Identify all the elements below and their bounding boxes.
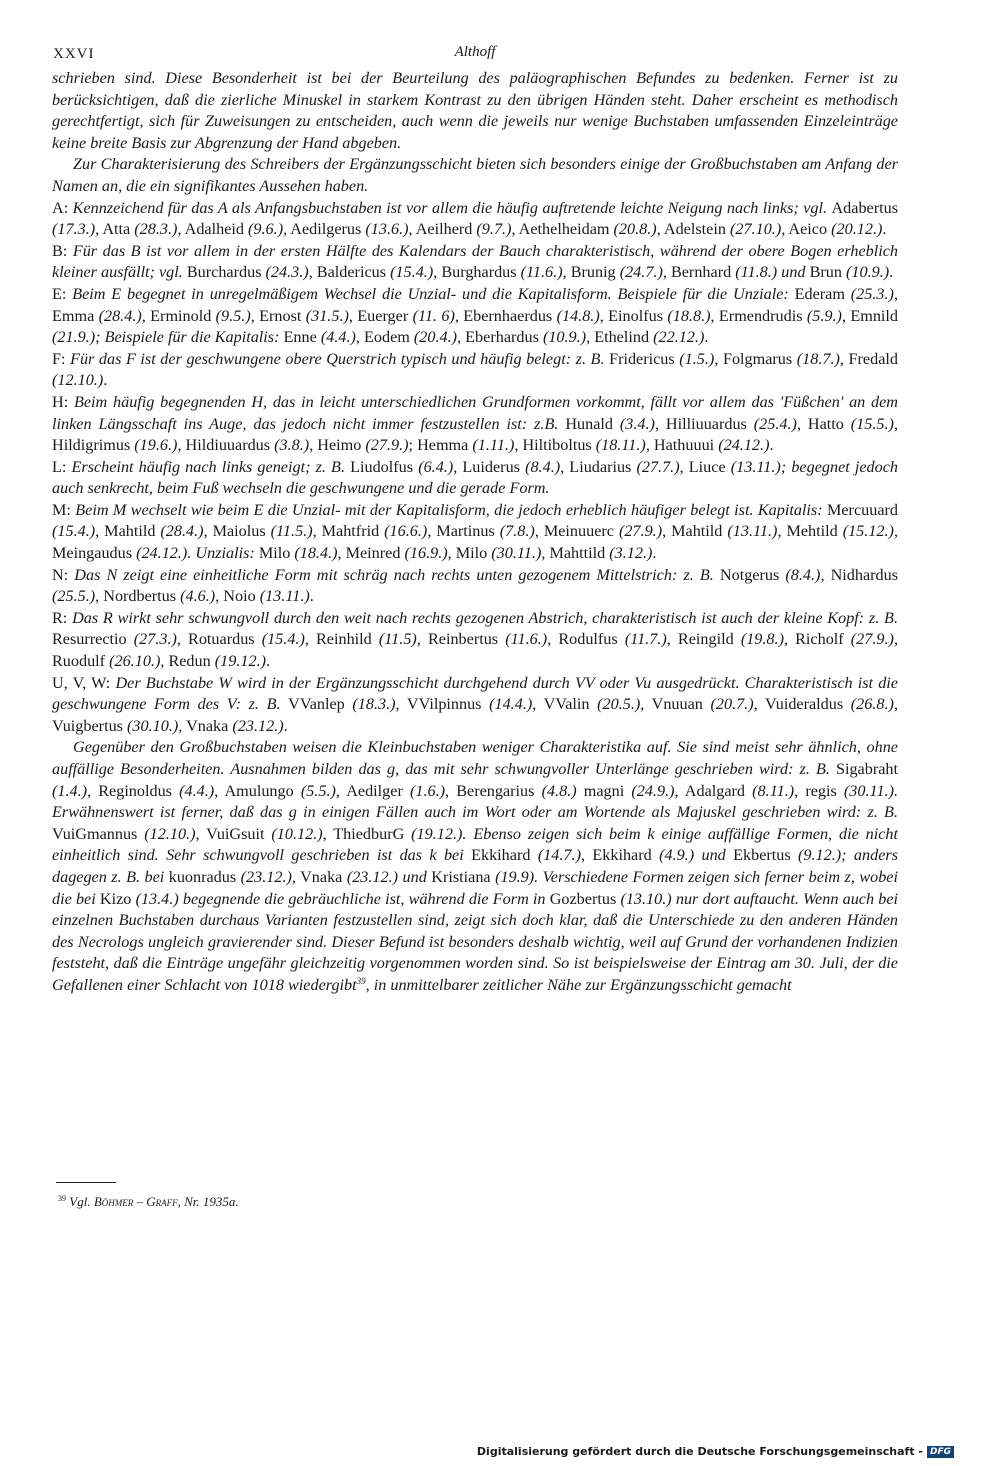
text-run: Ederam: [794, 284, 851, 303]
text-run: , Brunig: [562, 263, 620, 282]
text-run: (20.7.): [710, 695, 754, 714]
text-run: , Ekkihard: [580, 846, 660, 865]
text-run: Notgerus: [719, 565, 786, 584]
text-run: (1.11.): [472, 436, 515, 455]
text-run: magni: [583, 781, 632, 800]
text-run: Erscheint häufig nach links geneigt; z. B.: [71, 457, 351, 476]
text-run: , in unmittelbarer zeitlicher Nähe zur Ergänzungsschicht gemacht: [365, 975, 792, 994]
text-run: , Hildigrimus: [52, 414, 898, 455]
text-run: , Maiolus: [203, 522, 271, 541]
text-run: (30.11.). Erwähnenswert ist ferner, daß das g in einigen Fällen auch im Wort oder am Wortende als Majuskel geschrieben wird: z. B.: [52, 781, 899, 822]
text-run: Resurrectio: [52, 630, 134, 649]
text-run: (18.3.): [352, 695, 396, 714]
text-run: (18.7.): [796, 349, 840, 368]
text-run: , Vuideraldus: [753, 695, 851, 714]
text-run: , Meinuuerc: [534, 522, 619, 541]
text-run: (6.4.): [418, 457, 454, 476]
text-run: (19.12.). Ebenso zeigen sich beim k einige auffällige Formen, die nicht einheitlich sind. Sehr schwungvoll geschrieben ist das k bei: [52, 824, 898, 865]
text-run: , Luiderus: [453, 457, 526, 476]
text-run: (20.8.): [613, 220, 657, 239]
page-number: XXVI: [53, 46, 95, 62]
text-run: , Vnaka: [178, 716, 233, 735]
running-title-author: Althoff: [454, 44, 496, 60]
text-run: .: [103, 371, 108, 390]
text-run: (15.5.): [850, 414, 894, 433]
text-run: (10.9.): [542, 328, 587, 347]
text-run: (27.9.): [618, 522, 663, 541]
text-run: Enne: [283, 328, 321, 347]
text-run: (1.5.): [679, 349, 715, 368]
text-run: , Einolfus: [599, 306, 668, 325]
text-run: , Reingild: [666, 630, 741, 649]
text-run: E:: [52, 284, 73, 303]
text-run: VVanlep: [288, 695, 353, 714]
text-run: , Mehtild: [777, 522, 843, 541]
text-run: (27.3.): [133, 630, 177, 649]
text-run: (8.4.): [525, 457, 561, 476]
dfg-logo: DFG: [927, 1446, 954, 1458]
text-run: , Reginoldus: [87, 781, 180, 800]
text-run: .: [652, 544, 657, 563]
text-run: (3.8.): [274, 436, 310, 455]
footnote-authors: Böhmer – Graff: [93, 1194, 178, 1209]
text-run: (16.6.): [384, 522, 428, 541]
text-run: Kizo: [99, 889, 136, 908]
text-run: (23.12.): [240, 867, 292, 886]
text-run: , Ermendrudis: [710, 306, 807, 325]
text-run: (12.10.): [52, 371, 104, 390]
text-run: Beim E begegnet in unregelmäßigem Wechsel die Unzial- und die Kapitalisform. Beispiele für die Unziale:: [72, 284, 795, 303]
paragraph: [52, 392, 898, 457]
text-run: Fridericus: [609, 349, 680, 368]
text-run: , Rotuardus: [176, 630, 262, 649]
text-run: , Noio: [215, 587, 260, 606]
text-run: Kristiana: [431, 867, 496, 886]
text-run: (11.6.): [505, 630, 548, 649]
text-run: , Mahttild: [541, 544, 610, 563]
paragraph: [52, 241, 898, 284]
text-run: (18.4.): [294, 544, 338, 563]
text-run: (23.12.): [232, 716, 284, 735]
text-run: (26.10.): [109, 652, 161, 671]
text-run: (20.5.): [597, 695, 641, 714]
text-run: Ekkihard: [471, 846, 538, 865]
text-run: , Aethelheidam: [511, 220, 614, 239]
text-run: kuonradus: [168, 867, 241, 886]
text-run: (23.12.) und: [346, 867, 432, 886]
text-run: , Bernhard: [662, 263, 736, 282]
footnote-ref: 39: [356, 975, 366, 986]
text-run: schrieben sind. Diese Besonderheit ist bei der Beurteilung des paläographischen Befundes zu bedenken. Ferner ist zu berücksichtigen, daß die zierliche Minuskel in starkem Kontrast zu den übrigen Händen steht. Daher erscheint es methodisch gerechtfertigt, sich für Zuweisungen zu entscheiden, auch wenn die jeweils nur wenige Buchstaben umfassenden Einzeleinträge keine breite Basis zur Abgrenzung der Hand abgeben.: [52, 69, 898, 152]
text-run: , Meingaudus: [52, 522, 898, 563]
text-run: (19.6.): [134, 436, 178, 455]
text-run: , Hilliuuardus: [654, 414, 754, 433]
text-run: Für das B ist vor allem in der ersten Hälfte des Kalendars der Bauch charakteristisch, während der obere Bogen erheblich kleiner ausfällt; vgl.: [52, 241, 898, 282]
text-run: .: [769, 436, 774, 455]
text-run: (24.12.). Unzialis:: [136, 544, 259, 563]
text-run: (11.8.) und: [735, 263, 810, 282]
paragraph: [52, 457, 898, 500]
text-run: .: [309, 587, 314, 606]
text-run: (13.11.): [259, 587, 310, 606]
text-run: (7.8.): [499, 522, 535, 541]
text-run: , Adalgard: [674, 781, 753, 800]
text-run: , Liuce: [679, 457, 731, 476]
text-run: Zur Charakterisierung des Schreibers der Ergänzungsschicht bieten sich besonders einige der Großbuchstaben am Anfang der Namen an, die ein signifikantes Aussehen haben.: [52, 155, 898, 195]
text-run: (11.7.): [624, 630, 667, 649]
text-run: , Emma: [52, 284, 898, 325]
paragraph: [52, 68, 898, 154]
text-run: , Burghardus: [433, 263, 521, 282]
text-run: , Reinbertus: [416, 630, 506, 649]
text-run: (30.11.): [491, 544, 542, 563]
text-run: , Mahtfrid: [312, 522, 385, 541]
text-run: (9.6.): [248, 220, 284, 239]
text-run: .: [283, 716, 288, 735]
text-run: , Richolf: [783, 630, 851, 649]
text-run: , Milo: [447, 544, 492, 563]
text-run: (4.4.): [179, 781, 215, 800]
text-run: (19.9). Verschiedene Formen zeigen sich ferner beim z, wobei die bei: [52, 867, 898, 908]
text-run: (22.12.): [653, 328, 705, 347]
text-run: Für das F ist der geschwungene obere Querstrich typisch und häufig belegt: z. B.: [70, 349, 610, 368]
text-run: Gegenüber den Großbuchstaben weisen die Kleinbuchstaben weniger Charakteristika auf. Sie sind meist sehr ähnlich, ohne auffällige Besonderheiten. Ausnahmen bilden das g, das mit sehr schwungvoller Unterlänge geschrieben wird: z. B.: [52, 738, 898, 778]
text-run: B:: [52, 241, 73, 260]
text-run: , VuiGsuit: [195, 824, 272, 843]
text-run: Beim M wechselt wie beim E die Unzial- mit der Kapitalisform, die jedoch erheblich häufiger belegt ist. Kapitalis:: [75, 500, 827, 519]
text-run: (18.11.): [595, 436, 646, 455]
text-run: (1.6.): [409, 781, 446, 800]
text-run: (11.5.): [270, 522, 313, 541]
text-run: , Aedilger: [335, 781, 410, 800]
running-header: [52, 44, 898, 68]
body-text: [52, 68, 898, 997]
text-run: Adabertus: [831, 198, 899, 217]
paragraph: [52, 673, 898, 738]
text-run: Kennzeichend für das A als Anfangsbuchstaben ist vor allem die häufig auftretende leichte Neigung nach links; vgl.: [72, 198, 832, 217]
text-run: (25.4.): [753, 414, 797, 433]
footnote-text-after: , Nr. 1935a.: [177, 1194, 239, 1209]
text-run: , Berengarius: [445, 781, 542, 800]
paragraph: [52, 154, 898, 197]
text-run: (1.4.): [52, 781, 88, 800]
text-run: (24.7.): [619, 263, 663, 282]
text-run: N:: [52, 565, 75, 584]
text-run: Das R wirkt sehr schwungvoll durch den weit nach rechts gezogenen Abstrich, charakteristisch ist auch der kleine Kopf: z. B.: [72, 608, 898, 627]
text-run: , Euerger: [348, 306, 413, 325]
text-run: (9.7.): [476, 220, 512, 239]
text-run: (13.4.) begegnende die gebräuchliche ist, während die Form in: [135, 889, 550, 908]
text-run: , Amulungo: [214, 781, 301, 800]
footnote-text-before: Vgl.: [69, 1194, 94, 1209]
text-run: , Folgmarus: [714, 349, 797, 368]
text-run: M:: [52, 500, 76, 519]
text-run: Ekbertus: [733, 846, 799, 865]
text-run: Der Buchstabe W wird in der Ergänzungsschicht durchgehend durch VV oder Vu ausgedrückt. Charakteristisch ist die geschwungene Form des V: z. B.: [52, 673, 898, 714]
text-run: , Reinhild: [304, 630, 379, 649]
text-run: , Hildiuuardus: [177, 436, 275, 455]
text-run: (15.4.): [390, 263, 434, 282]
text-run: , Emnild: [841, 306, 899, 325]
text-run: , Vnaka: [291, 867, 347, 886]
text-run: (10.9.): [846, 263, 890, 282]
text-run: , Heimo: [309, 436, 366, 455]
footnote: [58, 1194, 239, 1210]
text-run: (12.10.): [144, 824, 196, 843]
text-run: VuiGmannus: [52, 824, 145, 843]
text-run: (26.8.): [850, 695, 894, 714]
paragraph: [52, 565, 898, 608]
text-run: (9.12.); anders dagegen z. B. bei: [52, 846, 898, 886]
text-run: , ThiedburG: [322, 824, 412, 843]
footnote-rule: [56, 1182, 116, 1183]
text-run: R:: [52, 608, 73, 627]
text-run: (25.5.): [52, 587, 96, 606]
text-run: , VValin: [532, 695, 598, 714]
text-run: Mercuuard: [826, 500, 898, 519]
text-run: F:: [52, 349, 71, 368]
text-run: (15.4.): [261, 630, 305, 649]
text-run: Burchardus: [186, 263, 266, 282]
text-run: , Nordbertus: [95, 587, 181, 606]
text-run: (8.11.): [752, 781, 795, 800]
text-run: , Hiltiboltus: [514, 436, 596, 455]
text-run: (18.8.): [667, 306, 711, 325]
text-run: (24.3.): [265, 263, 309, 282]
text-run: Liudolfus: [350, 457, 419, 476]
text-run: (11. 6): [412, 306, 455, 325]
digitization-credit: [477, 1445, 954, 1458]
text-run: , Vuigbertus: [52, 695, 898, 735]
text-run: (4.9.) und: [659, 846, 734, 865]
text-run: , Mahtild: [95, 522, 161, 541]
paragraph: [52, 608, 898, 673]
text-run: (19.8.): [740, 630, 784, 649]
text-run: , Fredald: [839, 349, 898, 368]
text-run: (28.4.): [160, 522, 204, 541]
paragraph: [52, 284, 898, 349]
text-run: (25.3.): [850, 284, 894, 303]
paragraph: [52, 349, 898, 392]
text-run: , Ernost: [250, 306, 306, 325]
text-run: (30.10.): [127, 716, 179, 735]
text-run: (27.10.): [729, 220, 782, 239]
text-run: H:: [52, 392, 74, 411]
text-run: (4.6.): [180, 587, 216, 606]
text-run: (8.4.): [785, 565, 821, 584]
text-run: , Adalheid: [177, 220, 249, 239]
text-run: (11.5): [378, 630, 417, 649]
text-run: (28.3.): [134, 220, 178, 239]
text-run: (19.12.): [214, 652, 267, 671]
text-run: , Ethelind: [586, 328, 654, 347]
paragraph: [52, 198, 898, 241]
text-run: Brun: [809, 263, 846, 282]
text-run: (20.12.): [831, 220, 883, 239]
text-run: , Liudarius: [560, 457, 637, 476]
text-run: (5.5.): [300, 781, 336, 800]
text-run: (13.6.): [365, 220, 409, 239]
text-run: , Redun: [160, 652, 215, 671]
text-run: , Nidhardus: [820, 565, 899, 584]
text-run: , Ebernhaerdus: [454, 306, 557, 325]
text-run: Sigabraht: [835, 760, 898, 778]
text-run: (13.11.): [727, 522, 778, 541]
text-run: (27.9.): [850, 630, 894, 649]
text-run: (9.5.): [215, 306, 251, 325]
text-run: .: [266, 652, 271, 671]
text-run: , Martinus: [427, 522, 500, 541]
text-run: (24.9.): [631, 781, 675, 800]
text-run: , Eberhardus: [457, 328, 543, 347]
text-run: , Eodem: [355, 328, 414, 347]
footnote-number: 39: [58, 1194, 66, 1203]
text-run: (21.9.); Beispiele für die Kapitalis:: [52, 328, 284, 347]
text-run: (16.9.): [404, 544, 448, 563]
text-run: Milo: [258, 544, 295, 563]
text-run: (13.10.) nur dort auftaucht. Wenn auch bei einzelnen Buchstaben durchaus Varianten festzustellen sind, zeigt sich doch klar, daß die Unterschiede zu den anderen Händen des Necrologs ungleich gravierender sind. Dieser Befund ist besonders deshalb wichtig, weil auf Grund der vorhandenen Indizien feststeht, daß die Einträge ungefähr gleichzeitig vorgenommen worden sind. So ist beispielsweise der Eintrag am 30. Juli, der die Gefallenen einer Schlacht von 1018 wiedergibt: [52, 889, 899, 994]
text-run: (3.4.): [619, 414, 655, 433]
text-run: (24.12.): [718, 436, 770, 455]
text-run: , Rodulfus: [547, 630, 625, 649]
text-run: (14.8.): [556, 306, 600, 325]
text-run: , Aedilgerus: [283, 220, 366, 239]
text-run: ; Hemma: [408, 436, 473, 455]
text-run: (28.4.): [98, 306, 142, 325]
text-run: (15.12.): [842, 522, 894, 541]
text-run: (4.8.): [541, 781, 584, 800]
text-run: , Aeilherd: [408, 220, 477, 239]
text-run: (13.11.); begegnet jedoch auch senkrecht, beim Fuß wechseln die geschwungene und die gerade Form.: [52, 457, 899, 498]
text-run: , Hathuuui: [645, 436, 719, 455]
text-run: , VVilpinnus: [395, 695, 490, 714]
text-run: .: [704, 328, 709, 347]
text-run: Hunald: [565, 414, 620, 433]
paragraph: [52, 500, 898, 565]
text-run: (20.4.): [413, 328, 458, 347]
text-run: , Adelstein: [656, 220, 730, 239]
text-run: , Baldericus: [308, 263, 391, 282]
text-run: , Vnuuan: [640, 695, 711, 714]
text-run: , Hatto: [796, 414, 851, 433]
text-run: (4.4.): [320, 328, 356, 347]
paragraph: [52, 737, 898, 996]
text-run: .: [882, 220, 887, 239]
text-run: .: [889, 263, 894, 282]
text-run: (17.3.): [52, 220, 96, 239]
text-run: Beim häufig begegnenden H, das in leicht unterschiedlichen Grundformen vorkommt, fällt vor allem das 'Füßchen' an dem linken Längsschaft ins Auge, das jedoch nicht immer festzustellen ist: z.B.: [52, 392, 899, 433]
text-run: (5.9.): [806, 306, 842, 325]
text-run: U, V, W:: [52, 673, 116, 692]
text-run: (27.9.): [365, 436, 409, 455]
text-run: Das N zeigt eine einheitliche Form mit schräg nach rechts unten gezogenem Mittelstrich: z. B.: [74, 565, 720, 584]
text-run: (14.7.): [537, 846, 581, 865]
text-run: (11.6.): [520, 263, 563, 282]
text-run: , Aeico: [781, 220, 832, 239]
text-run: , Ruodulf: [52, 630, 898, 671]
text-run: A:: [52, 198, 73, 217]
text-run: (15.4.): [52, 522, 96, 541]
text-run: L:: [52, 457, 72, 476]
text-run: (10.12.): [271, 824, 323, 843]
page: [52, 44, 898, 997]
text-run: , regis: [794, 781, 844, 800]
text-run: , Atta: [95, 220, 135, 239]
text-run: , Erminold: [141, 306, 216, 325]
text-run: (31.5.): [305, 306, 349, 325]
text-run: (27.7.): [636, 457, 680, 476]
text-run: , Meinred: [337, 544, 405, 563]
credit-text: Digitalisierung gefördert durch die Deutsche Forschungsgemeinschaft -: [476, 1445, 923, 1458]
text-run: Gozbertus: [549, 889, 621, 908]
text-run: (14.4.): [489, 695, 533, 714]
text-run: (3.12.): [609, 544, 653, 563]
text-run: , Mahtild: [662, 522, 728, 541]
